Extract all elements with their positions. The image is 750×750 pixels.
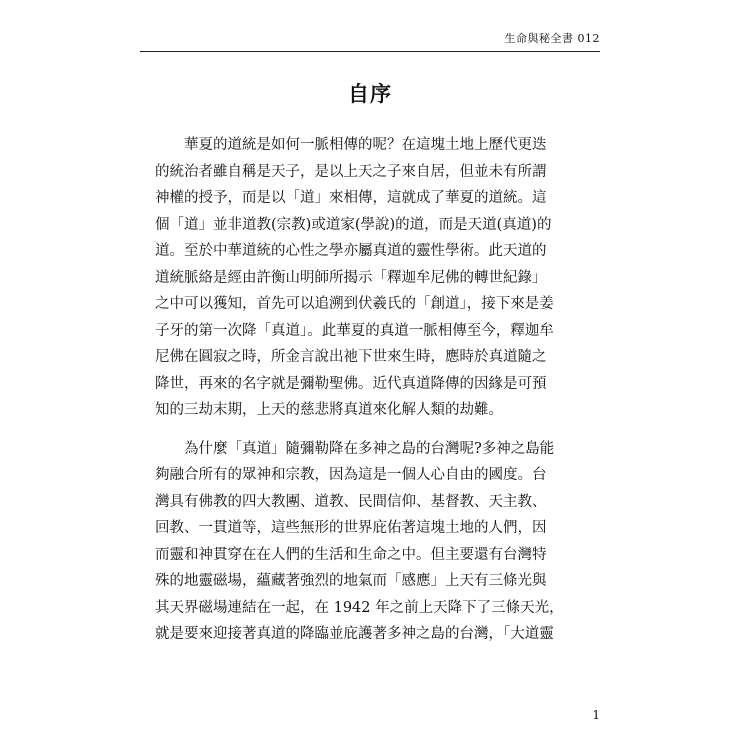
text-line: 的統治者雖自稱是天子，是以上天之子來自居，但並未有所謂 [155,163,547,180]
body-text [155,132,600,648]
paragraph-gap [155,424,600,436]
text-line: 知的三劫末期，上天的慈悲將真道來化解人類的劫難。 [155,402,503,418]
paragraph-1 [155,132,600,424]
paragraph-2 [155,436,600,648]
text-line: 道統脈絡是經由許衡山明師所揭示「釋迦牟尼佛的轉世紀錄」 [155,269,547,286]
text-line: 夠融合所有的眾神和宗教，因為這是一個人心自由的國度。台 [155,467,547,483]
text-line: 其天界磁場連結在一起，在 1942 年之前上天降下了三條天光， [155,599,564,616]
running-header: 生命與秘全書 012 [504,32,600,45]
text-line: 子牙的第一次降「真道」。此華夏的真道一脈相傳至今，釋迦牟 [155,322,554,339]
text-line: 就是要來迎接著真道的降臨並庇護著多神之島的台灣，「大道靈 [155,626,554,642]
header-rule [140,51,600,52]
text-line: 殊的地靈磁場，蘊藏著強烈的地氣而「感應」上天有三條光與 [155,573,547,589]
text-line: 灣具有佛教的四大教團、道教、民間信仰、基督教、天主教、 [155,493,547,510]
text-line: 回教、一貫道等，這些無形的世界庇佑著這塊土地的人們，因 [155,520,547,536]
page-number: 1 [592,708,600,722]
text-line: 神權的授予，而是以「道」來相傳，這就成了華夏的道統。這 [155,190,547,206]
text-line: 之中可以獲知，首先可以追溯到伏羲氏的「創道」，接下來是姜 [155,296,554,312]
text-line: 個「道」並非道教(宗教)或道家(學說)的道，而是天道(真道)的 [155,216,552,233]
text-line: 而靈和神貫穿在在人們的生活和生命之中。但主要還有台灣特 [155,546,547,563]
text-line: 道。至於中華道統的心性之學亦屬真道的靈性學術。此天道的 [155,243,547,259]
chapter-title: 自序 [348,81,392,106]
text-line: 降世，再來的名字就是彌勒聖佛。近代真道降傳的因緣是可預 [155,375,547,392]
text-line: 華夏的道統是如何一脈相傳的呢？在這塊土地上歷代更迭 [184,137,547,153]
text-line: 尼佛在圓寂之時，所金言說出祂下世來生時，應時於真道隨之 [155,349,547,365]
text-line: 為什麼「真道」隨彌勒降在多神之島的台灣呢?多神之島能 [184,440,555,457]
